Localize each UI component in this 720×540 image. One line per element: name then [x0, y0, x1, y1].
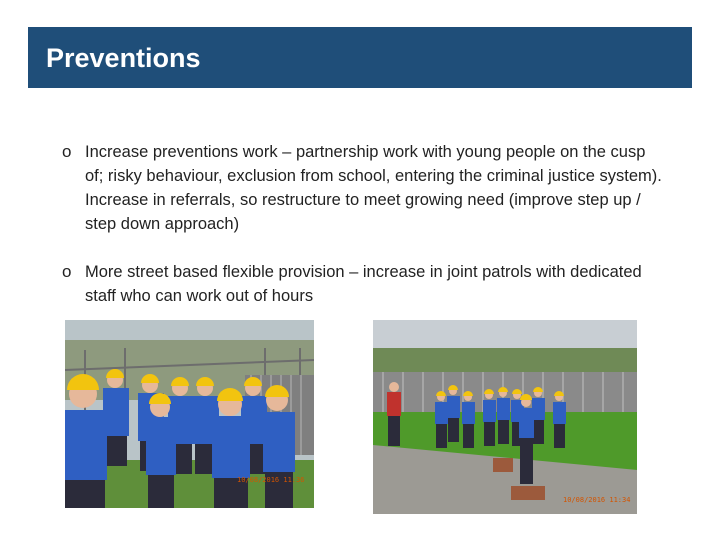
photo-date-stamp: 10/08/2016 11:34: [563, 496, 631, 504]
bullet-marker: o: [62, 142, 72, 161]
group-photo: [65, 320, 314, 508]
bullet-marker: o: [62, 262, 72, 281]
photo-date-stamp: 10/08/2016 11:36: [237, 476, 305, 484]
slide-title: Preventions: [46, 43, 201, 73]
field-photo: [373, 320, 637, 514]
bullet-text: Increase preventions work – partnership work with young people on the cusp of; risky behaviour, exclusion from school, entering the criminal justice system). Increase in referrals, so restructure to meet growing need (improve step up / step down approach): [85, 143, 662, 233]
bullet-item: [62, 260, 662, 308]
bullet-text: More street based flexible provision – increase in joint patrols with dedicated staff who can work out of hours: [85, 263, 642, 305]
title-bar: [28, 27, 692, 88]
bullet-item: [62, 140, 662, 236]
bullet-list: [62, 140, 662, 332]
